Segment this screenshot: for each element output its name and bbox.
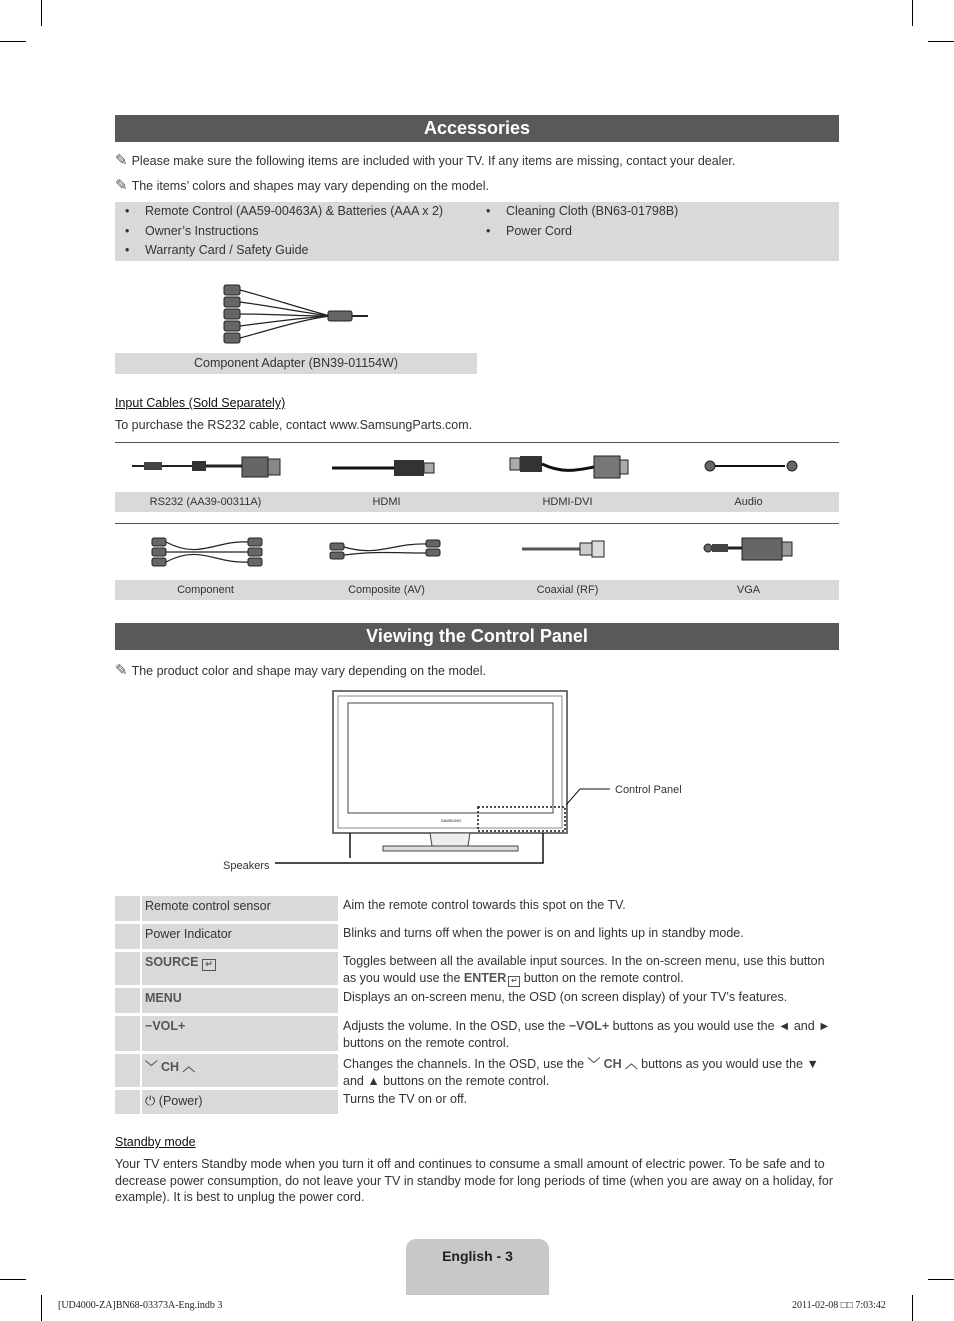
control-description: Aim the remote control towards this spot on the TV. <box>343 898 626 912</box>
control-panel-note: ✎ The product color and shape may vary depending on the model. <box>115 662 486 679</box>
coaxial-cable-image <box>520 538 610 560</box>
divider <box>115 523 839 524</box>
chevron-down-icon: ﹀ <box>587 1057 601 1071</box>
minus-icon: − <box>568 1019 577 1033</box>
divider <box>115 442 839 443</box>
component-cable-image <box>150 530 265 575</box>
audio-cable-image <box>700 456 805 476</box>
pencil-note-icon: ✎ <box>115 662 128 679</box>
chevron-down-icon: ﹀ <box>145 1060 158 1074</box>
table-row-stub <box>115 952 140 985</box>
list-item: • Remote Control (AA59-00463A) & Batteries (AAA x 2) <box>115 202 443 222</box>
control-description: Adjusts the volume. In the OSD, use the −VOL+ buttons as you would use the ◄ and ► buttons on the remote control. <box>343 1019 831 1050</box>
table-row-stub <box>115 1090 140 1114</box>
input-cables-heading: Input Cables (Sold Separately) <box>115 396 286 410</box>
control-description: Toggles between all the available input sources. In the on-screen menu, use this button as you would use the ENTER ↵ button on the remote control. <box>343 954 825 985</box>
control-description: Changes the channels. In the OSD, use the ﹀ CH ︿ buttons as you would use the ▼ and ▲ buttons on the remote control. <box>343 1057 819 1088</box>
control-description: Displays an on-screen menu, the OSD (on screen display) of your TV’s features. <box>343 990 788 1004</box>
menu-button-label: MENU <box>142 988 338 1013</box>
table-row-stub <box>115 924 140 949</box>
control-name: Remote control sensor <box>142 896 338 921</box>
control-description: Blinks and turns off when the power is on and lights up in standby mode. <box>343 926 744 940</box>
cable-caption: Coaxial (RF) <box>536 584 599 596</box>
standby-heading: Standby mode <box>115 1135 196 1149</box>
table-row-stub <box>115 988 140 1013</box>
volume-inline-label: −VOL+ <box>568 1019 610 1033</box>
pencil-note-icon: ✎ <box>115 152 128 169</box>
minus-icon: − <box>145 1019 153 1033</box>
channel-inline-label: ﹀ CH ︿ <box>587 1057 638 1071</box>
cable-caption: HDMI <box>372 496 401 508</box>
cable-caption: VGA <box>736 584 761 596</box>
enter-icon: ↵ <box>508 976 520 987</box>
svg-text:SAMSUNG: SAMSUNG <box>440 818 462 823</box>
table-row-stub <box>115 896 140 921</box>
list-item: • Owner’s Instructions <box>115 222 443 242</box>
control-panel-label: Control Panel <box>615 784 682 796</box>
crop-mark <box>0 1279 26 1280</box>
power-icon: ⏻ <box>145 1093 156 1108</box>
accessories-note-2: ✎ The items’ colors and shapes may vary depending on the model. <box>115 177 489 194</box>
control-name: Power Indicator <box>142 924 338 949</box>
standby-text: Your TV enters Standby mode when you turn it off and continues to consume a small amount of electric power. To be safe and to decrease power consumption, do not leave your TV in standby mode for long periods of time (when you are away on a holiday, for example). It is best to unplug the power cord. <box>115 1157 833 1204</box>
crop-mark <box>928 1279 954 1280</box>
crop-mark <box>928 41 954 42</box>
crop-mark <box>912 0 913 26</box>
date-info: 2011-02-08 □□ 7:03:42 <box>792 1300 886 1311</box>
composite-cable-image <box>328 535 443 565</box>
plus-icon: + <box>601 1019 610 1033</box>
list-item: • Cleaning Cloth (BN63-01798B) <box>476 202 678 222</box>
tv-illustration <box>220 688 690 873</box>
crop-mark <box>912 1295 913 1321</box>
speakers-label: Speakers <box>223 860 270 872</box>
pencil-note-icon: ✎ <box>115 177 128 194</box>
cable-caption: RS232 (AA39-00311A) <box>149 496 262 508</box>
cable-caption: Composite (AV) <box>348 584 425 596</box>
list-item: • Power Cord <box>476 222 678 242</box>
chevron-up-icon: ︿ <box>182 1060 196 1074</box>
cable-caption: Component <box>177 584 234 596</box>
component-adapter-caption: Component Adapter (BN39-01154W) <box>193 356 399 370</box>
hdmi-dvi-cable-image <box>508 450 633 484</box>
control-panel-title: Viewing the Control Panel <box>115 623 839 650</box>
accessories-note-1: ✎ Please make sure the following items are included with your TV. If any items are missing, contact your dealer. <box>115 152 736 169</box>
component-adapter-image <box>210 278 380 348</box>
cable-caption: Audio <box>734 496 763 508</box>
crop-mark <box>41 1295 42 1321</box>
power-button-label: ⏻ (Power) <box>142 1090 338 1114</box>
channel-button-label: ﹀ CH ︿ <box>142 1054 338 1087</box>
enter-icon: ↵ <box>202 959 216 971</box>
table-row-stub <box>115 1054 140 1087</box>
rs232-cable-image <box>130 452 285 484</box>
chevron-up-icon: ︿ <box>625 1057 638 1071</box>
volume-button-label: −VOL+ <box>142 1016 338 1051</box>
accessories-title: Accessories <box>115 115 839 142</box>
input-cables-note: To purchase the RS232 cable, contact www.SamsungParts.com. <box>115 418 473 432</box>
page-number-tab: English - 3 <box>406 1239 549 1295</box>
list-item: • Warranty Card / Safety Guide <box>115 241 443 261</box>
crop-mark <box>0 41 26 42</box>
source-button-label: SOURCE ↵ <box>142 952 338 985</box>
plus-icon: + <box>178 1019 186 1033</box>
control-description: Turns the TV on or off. <box>343 1092 468 1106</box>
vga-cable-image <box>700 534 800 564</box>
hdmi-cable-image <box>330 455 440 481</box>
accessories-list-right <box>476 202 678 241</box>
crop-mark <box>41 0 42 26</box>
file-info: [UD4000-ZA]BN68-03373A-Eng.indb 3 <box>58 1300 223 1311</box>
cable-caption: HDMI-DVI <box>542 496 593 508</box>
table-row-stub <box>115 1016 140 1051</box>
accessories-list-left <box>115 202 443 261</box>
